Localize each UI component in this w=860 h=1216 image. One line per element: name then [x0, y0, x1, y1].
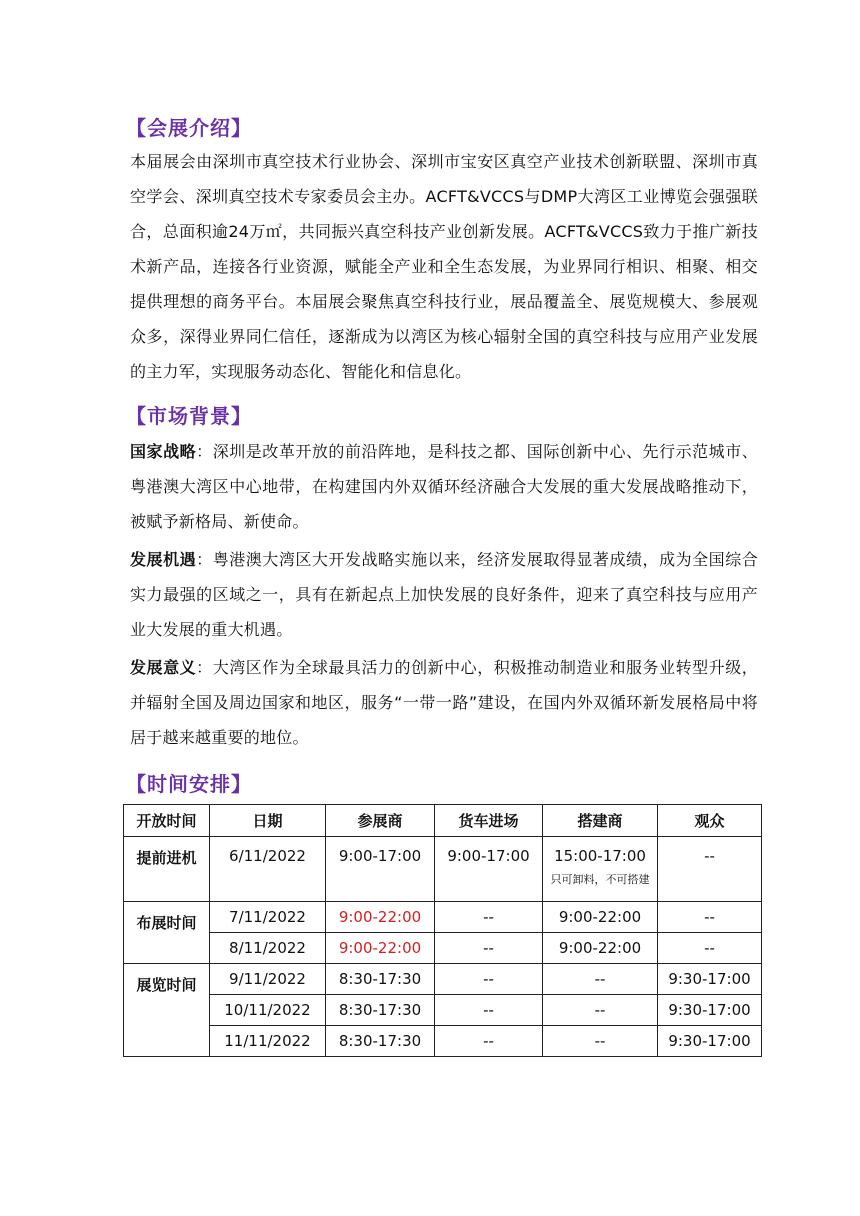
table-row — [124, 837, 762, 902]
cell-exhibitor: 8:30-17:30 — [326, 1026, 435, 1057]
table-row — [124, 964, 762, 995]
cell-builder: 9:00-22:00 — [543, 933, 658, 964]
cell-builder: -- — [543, 995, 658, 1026]
cell-exhibitor: 9:00-22:00 — [326, 933, 435, 964]
cell-visitor: -- — [658, 933, 762, 964]
group-show-time: 展览时间 — [124, 964, 210, 1057]
market-heading: 【市场背景】 — [126, 404, 252, 428]
market-item-label: 发展机遇 — [130, 550, 197, 569]
market-item-strategy — [130, 434, 758, 539]
cell-builder: -- — [543, 964, 658, 995]
cell-date: 9/11/2022 — [210, 964, 326, 995]
table-row — [124, 1026, 762, 1057]
intro-heading: 【会展介绍】 — [126, 116, 252, 140]
header-open-time: 开放时间 — [124, 805, 210, 837]
cell-visitor: -- — [658, 902, 762, 933]
market-item-text: 大湾区作为全球最具活力的创新中心，积极推动制造业和服务业转型升级，并辐射全国及周边国家和地区，服务“一带一路”建设，在国内外双循环新发展格局中将居于越来越重要的地位。 — [130, 658, 758, 747]
group-pre-move-in: 提前进机 — [124, 837, 210, 902]
cell-exhibitor: 8:30-17:30 — [326, 964, 435, 995]
market-item-separator: ： — [196, 442, 213, 461]
table-header-row — [124, 805, 762, 837]
cell-truck: 9:00-17:00 — [435, 837, 543, 902]
market-item-opportunity — [130, 542, 758, 647]
cell-visitor: 9:30-17:00 — [658, 995, 762, 1026]
cell-truck: -- — [435, 995, 543, 1026]
group-build-time: 布展时间 — [124, 902, 210, 964]
builder-note: 只可卸料，不可搭建 — [550, 873, 650, 886]
header-exhibitor: 参展商 — [326, 805, 435, 837]
header-truck: 货车进场 — [435, 805, 543, 837]
header-date: 日期 — [210, 805, 326, 837]
market-item-significance — [130, 650, 758, 755]
cell-date: 8/11/2022 — [210, 933, 326, 964]
header-visitor: 观众 — [658, 805, 762, 837]
cell-exhibitor: 9:00-22:00 — [326, 902, 435, 933]
intro-paragraph: 本届展会由深圳市真空技术行业协会、深圳市宝安区真空产业技术创新联盟、深圳市真空学会、深圳真空技术专家委员会主办。ACFT&VCCS与DMP大湾区工业博览会强强联合，总面积逾24万㎡，共同振兴真空科技产业创新发展。ACFT&VCCS致力于推广新技术新产品，连接各行业资源，赋能全产业和全生态发展，为业界同行相识、相聚、相交提供理想的商务平台。本届展会聚焦真空科技行业，展品覆盖全、展览规模大、参展观众多，深得业界同仁信任，逐渐成为以湾区为核心辐射全国的真空科技与应用产业发展的主力军，实现服务动态化、智能化和信息化。 — [130, 152, 758, 381]
cell-visitor: -- — [658, 837, 762, 902]
cell-builder: 9:00-22:00 — [543, 902, 658, 933]
cell-builder — [543, 837, 658, 902]
table-row — [124, 902, 762, 933]
table-row — [124, 995, 762, 1026]
market-item-separator: ： — [196, 658, 213, 677]
market-item-label: 国家战略 — [130, 442, 197, 461]
cell-visitor: 9:30-17:00 — [658, 1026, 762, 1057]
cell-date: 11/11/2022 — [210, 1026, 326, 1057]
market-item-separator: ： — [196, 550, 213, 569]
market-item-text: 深圳是改革开放的前沿阵地，是科技之都、国际创新中心、先行示范城市、粤港澳大湾区中心地带，在构建国内外双循环经济融合大发展的重大发展战略推动下，被赋予新格局、新使命。 — [130, 442, 758, 531]
cell-truck: -- — [435, 1026, 543, 1057]
header-builder: 搭建商 — [543, 805, 658, 837]
cell-truck: -- — [435, 933, 543, 964]
cell-date: 7/11/2022 — [210, 902, 326, 933]
cell-visitor: 9:30-17:00 — [658, 964, 762, 995]
cell-truck: -- — [435, 964, 543, 995]
market-item-label: 发展意义 — [130, 658, 197, 677]
cell-date: 6/11/2022 — [210, 837, 326, 902]
cell-exhibitor: 9:00-17:00 — [326, 837, 435, 902]
cell-exhibitor: 8:30-17:30 — [326, 995, 435, 1026]
table-row — [124, 933, 762, 964]
schedule-heading: 【时间安排】 — [126, 772, 252, 796]
cell-truck: -- — [435, 902, 543, 933]
market-item-text: 粤港澳大湾区大开发战略实施以来，经济发展取得显著成绩，成为全国综合实力最强的区域之一，具有在新起点上加快发展的良好条件，迎来了真空科技与应用产业大发展的重大机遇。 — [130, 550, 758, 639]
schedule-table — [123, 804, 762, 1057]
cell-date: 10/11/2022 — [210, 995, 326, 1026]
builder-time: 15:00-17:00 — [554, 847, 646, 865]
cell-builder: -- — [543, 1026, 658, 1057]
